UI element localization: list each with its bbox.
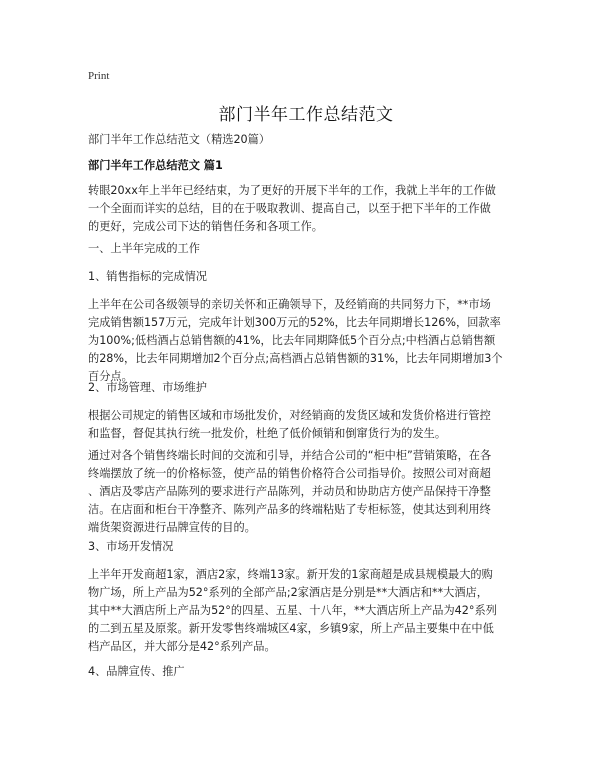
paragraph-sales: [88, 296, 524, 386]
text-line: 的更好，完成公司下达的销售任务和各项工作。: [88, 220, 323, 233]
text-line: 上半年在公司各级领导的亲切关怀和正确领导下，及经销商的共同努力下，**市场: [88, 298, 491, 311]
text-line: 档产品区，并大部分是42°系列产品。: [88, 640, 276, 653]
text-line: 洁。在店面和柜台干净整齐、陈列产品多的终端粘贴了专柜标签，使其达到利用终: [88, 503, 491, 516]
text-line: 和监督，督促其执行统一批发价，杜绝了低价倾销和倒窜货行为的发生。: [88, 427, 447, 440]
text-line: 上半年开发商超1家，酒店2家，终端13家。新开发的1家商超是成县规模最大的购: [88, 568, 493, 581]
heading-market-management: 2、市场管理、市场维护: [88, 381, 207, 394]
text-line: 端货架资源进行品牌宣传的目的。: [88, 521, 256, 534]
text-line: 百分点。: [88, 370, 133, 383]
heading-sales-targets: 1、销售指标的完成情况: [88, 270, 207, 283]
paragraph-market-management-2: [88, 447, 524, 537]
text-line: 根据公司规定的销售区域和市场批发价，对经销商的发货区域和发货价格进行管控: [88, 409, 491, 422]
paragraph-intro: [88, 182, 524, 236]
text-line: 终端摆放了统一的价格标签，使产品的销售价格符合公司指导价。按照公司对商超: [88, 467, 491, 480]
text-line: 完成销售额157万元，完成年计划300万元的52%，比去年同期增长126%，回款率: [88, 316, 501, 329]
text-line: 其中**大酒店所上产品为52°的四星、五星、十八年，**大酒店所上产品为42°系列: [88, 604, 497, 617]
paragraph-market-development: [88, 566, 524, 656]
text-line: 的二到五星及原浆。新开发零售终端城区4家，乡镇9家，所上产品主要集中在中低: [88, 622, 494, 635]
text-line: 转眼20xx年上半年已经结束，为了更好的开展下半年的工作，我就上半年的工作做: [88, 184, 496, 197]
heading-part-one: 一、上半年完成的工作: [88, 242, 200, 255]
document-subtitle: 部门半年工作总结范文（精选20篇）: [88, 133, 271, 146]
text-line: 、酒店及零店产品陈列的要求进行产品陈列，并动员和协助店方使产品保持干净整: [88, 485, 491, 498]
text-line: 的28%，比去年同期增加2个百分点;高档酒占总销售额的31%，比去年同期增加3个: [88, 352, 503, 365]
text-line: 通过对各个销售终端长时间的交流和引导，并结合公司的“柜中柜”营销策略，在各: [88, 449, 492, 462]
print-label[interactable]: Print: [88, 70, 110, 82]
heading-brand-promotion: 4、品牌宣传、推广: [88, 665, 185, 678]
paragraph-market-management-1: [88, 407, 524, 443]
text-line: 一个全面而详实的总结，目的在于吸取教训、提高自己，以至于把下半年的工作做: [88, 202, 491, 215]
section-title: 部门半年工作总结范文 篇1: [88, 159, 223, 172]
text-line: 为100%;低档酒占总销售额的41%，比去年同期降低5个百分点;中档酒占总销售额: [88, 334, 496, 347]
document-title: 部门半年工作总结范文: [218, 105, 394, 125]
text-line: 物广场，所上产品为52°系列的全部产品;2家酒店是分别是**大酒店和**大酒店，: [88, 586, 488, 599]
heading-market-development: 3、市场开发情况: [88, 540, 174, 553]
